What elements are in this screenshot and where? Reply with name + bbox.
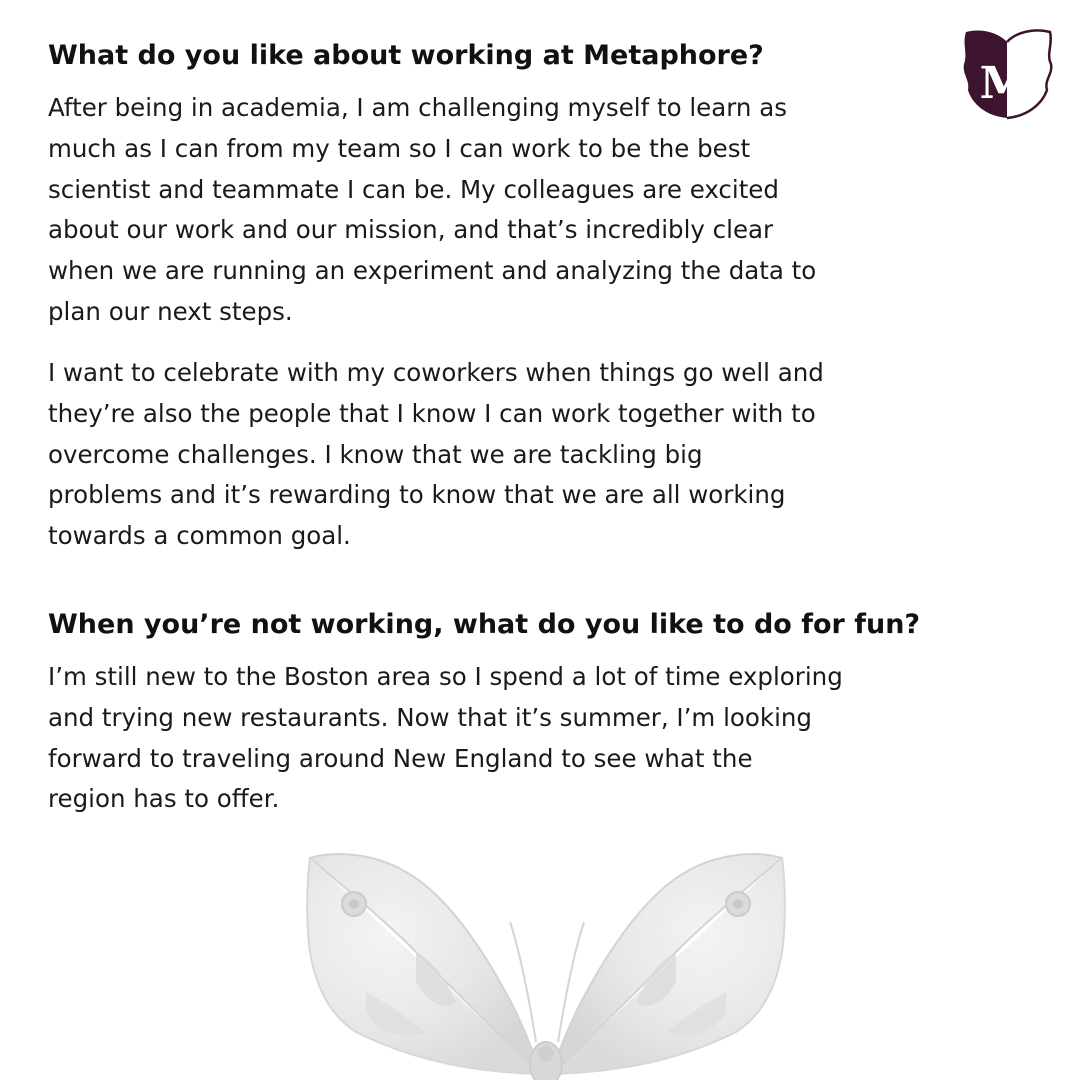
answer-paragraph-work-1 bbox=[48, 88, 816, 333]
text-line: towards a common goal. bbox=[48, 521, 351, 551]
text-line: scientist and teammate I can be. My colleagues are excited bbox=[48, 174, 779, 204]
text-line: forward to traveling around New England to see what the bbox=[48, 743, 753, 773]
metaphore-logo-icon bbox=[958, 28, 1056, 120]
text-line: region has to offer. bbox=[48, 784, 280, 814]
answer-paragraph-fun bbox=[48, 657, 843, 820]
question-heading-work: What do you like about working at Metaphore? bbox=[48, 40, 764, 71]
text-line: about our work and our mission, and that’s incredibly clear bbox=[48, 215, 774, 245]
butterfly-watermark-icon bbox=[296, 842, 796, 1080]
question-heading-fun: When you’re not working, what do you like to do for fun? bbox=[48, 609, 921, 640]
text-line: much as I can from my team so I can work to be the best bbox=[48, 133, 751, 163]
text-line: problems and it’s rewarding to know that we are all working bbox=[48, 480, 786, 510]
answer-paragraph-work-2 bbox=[48, 353, 824, 557]
text-line: and trying new restaurants. Now that it’s summer, I’m looking bbox=[48, 702, 812, 732]
logo-letter: M bbox=[979, 58, 1029, 109]
text-line: I’m still new to the Boston area so I spend a lot of time exploring bbox=[48, 662, 843, 691]
text-line: overcome challenges. I know that we are tackling big bbox=[48, 439, 703, 469]
text-line: plan our next steps. bbox=[48, 296, 293, 326]
text-line: After being in academia, I am challenging myself to learn as bbox=[48, 93, 787, 122]
text-line: when we are running an experiment and analyzing the data to bbox=[48, 256, 817, 286]
text-line: I want to celebrate with my coworkers when things go well and bbox=[48, 358, 824, 387]
text-line: they’re also the people that I know I can work together with to bbox=[48, 398, 816, 428]
